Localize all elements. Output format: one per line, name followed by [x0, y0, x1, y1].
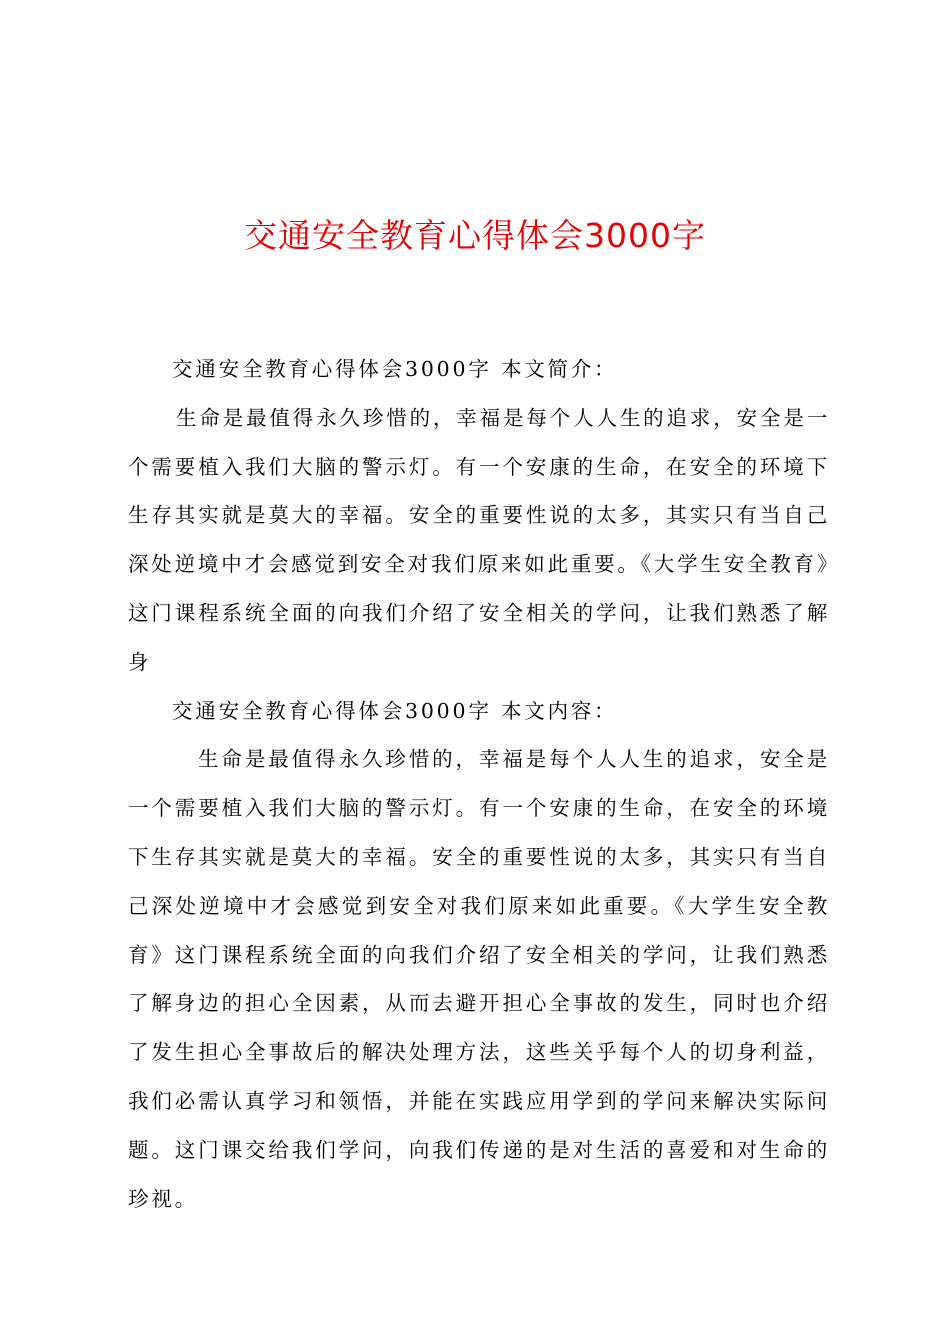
summary-heading: 交通安全教育心得体会3000字 本文简介：: [172, 357, 618, 381]
document-title: 交通安全教育心得体会3000字: [244, 216, 706, 255]
summary-paragraph: 生命是最值得永久珍惜的，幸福是每个人人生的追求，安全是一个需要植入我们大脑的警示灯。有一个安康的生命，在安全的环境下生存其实就是莫大的幸福。安全的重要性说的太多，其实只有当自己深处逆境中才会感觉到安全对我们原来如此重要。《大学生安全教育》这门课程系统全面的向我们介绍了安全相关的学问，让我们熟悉了解身: [128, 405, 830, 674]
document-body: [128, 345, 830, 1223]
content-paragraph: 生命是最值得永久珍惜的，幸福是每个人人生的追求，安全是一个需要植入我们大脑的警示灯。有一个安康的生命，在安全的环境下生存其实就是莫大的幸福。安全的重要性说的太多，其实只有当自己深处逆境中才会感觉到安全对我们原来如此重要。《大学生安全教育》这门课程系统全面的向我们介绍了安全相关的学问，让我们熟悉了解身边的担心全因素，从而去避开担心全事故的发生，同时也介绍了发生担心全事故后的解决处理方法，这些关乎每个人的切身利益，我们必需认真学习和领悟，并能在实践应用学到的学问来解决实际问题。这门课交给我们学问，向我们传递的是对生活的喜爱和对生命的珍视。: [128, 747, 830, 1211]
content-heading: 交通安全教育心得体会3000字 本文内容：: [172, 698, 618, 723]
